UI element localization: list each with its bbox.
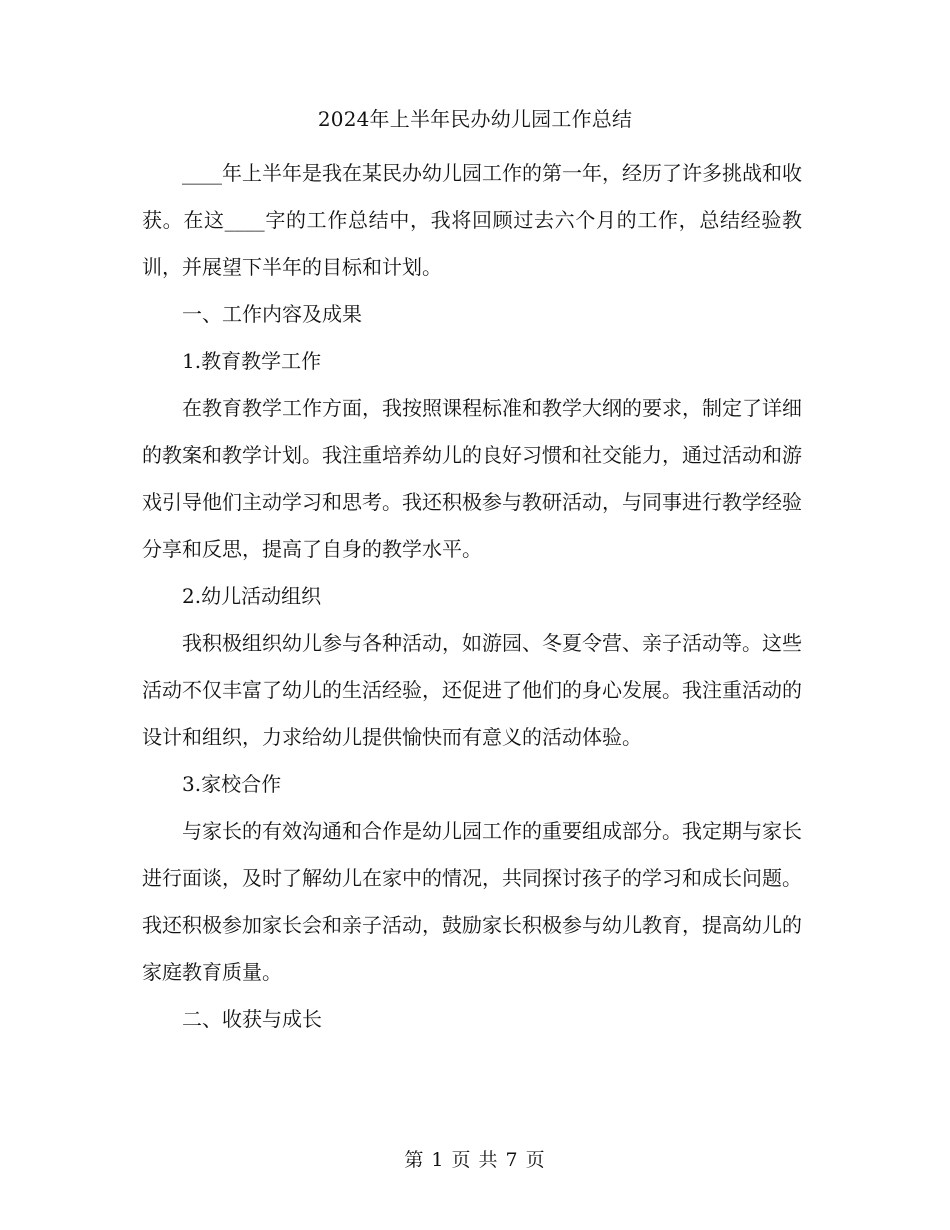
section-heading-gains: 二、收获与成长 xyxy=(182,1007,322,1031)
activities-paragraph: 我积极组织幼儿参与各种活动，如游园、冬夏令营、亲子活动等。这些活动不仅丰富了幼儿的生活经验，还促进了他们的身心发展。我注重活动的设计和组织，力求给幼儿提供愉快而有意义的活动体验。 xyxy=(142,631,802,749)
subheading-teaching: 1.教育教学工作 xyxy=(182,349,322,373)
document-body xyxy=(142,150,802,1043)
section-heading-work-content: 一、工作内容及成果 xyxy=(182,302,362,326)
teaching-paragraph: 在教育教学工作方面，我按照课程标准和教学大纲的要求，制定了详细的教案和教学计划。我注重培养幼儿的良好习惯和社交能力，通过活动和游戏引导他们主动学习和思考。我还积极参与教研活动，与同事进行教学经验分享和反思，提高了自身的教学水平。 xyxy=(142,396,802,561)
home-school-paragraph: 与家长的有效沟通和合作是幼儿园工作的重要组成部分。我定期与家长进行面谈，及时了解幼儿在家中的情况，共同探讨孩子的学习和成长问题。我还积极参加家长会和亲子活动，鼓励家长积极参与幼儿教育，提高幼儿的家庭教育质量。 xyxy=(142,819,802,984)
intro-paragraph: ____年上半年是我在某民办幼儿园工作的第一年，经历了许多挑战和收获。在这____字的工作总结中，我将回顾过去六个月的工作，总结经验教训，并展望下半年的目标和计划。 xyxy=(142,161,802,279)
document-title: 2024年上半年民办幼儿园工作总结 xyxy=(317,107,633,131)
subheading-activities: 2.幼儿活动组织 xyxy=(182,584,322,608)
page-number-footer: 第 1 页 共 7 页 xyxy=(404,1149,546,1171)
subheading-home-school: 3.家校合作 xyxy=(182,772,282,796)
